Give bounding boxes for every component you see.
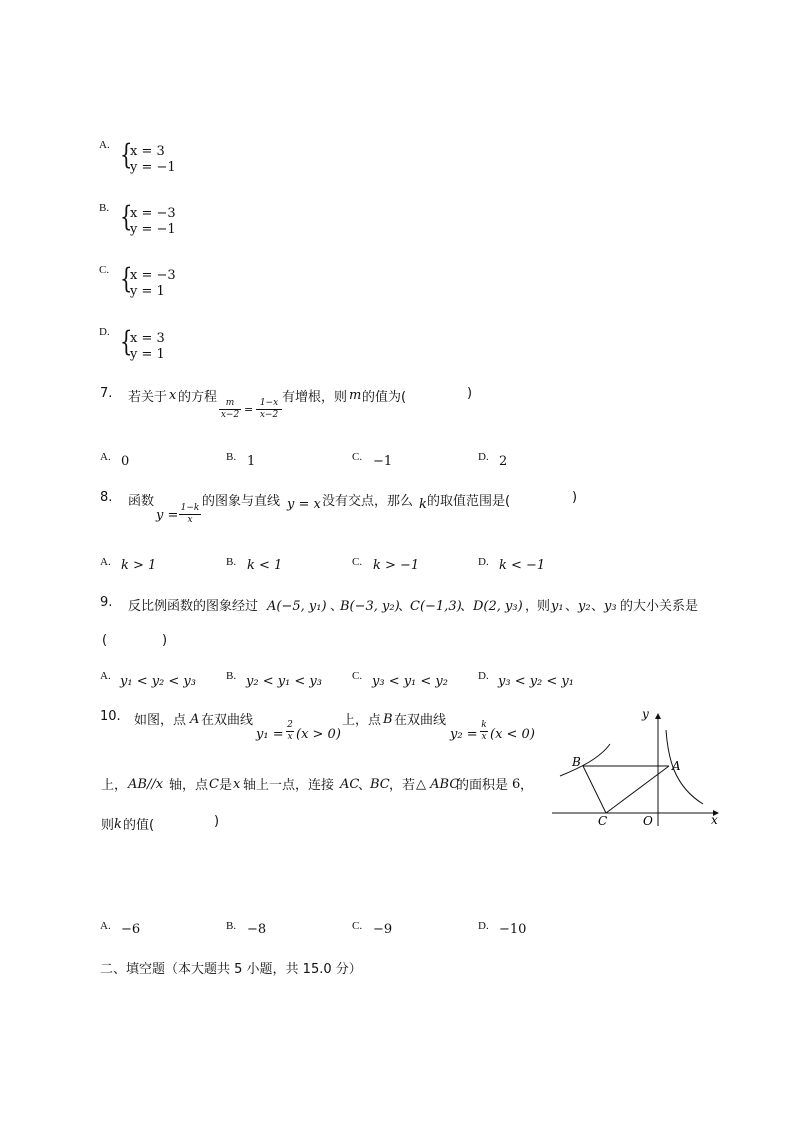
hyperbola-figure bbox=[548, 700, 728, 830]
fraction: 2 x bbox=[287, 720, 293, 742]
option-label: C. bbox=[99, 264, 110, 276]
point-b-label: B bbox=[572, 755, 581, 769]
segment-ac bbox=[606, 766, 669, 813]
point-a-label: A bbox=[672, 759, 681, 773]
equation-line: x = 3 bbox=[130, 331, 165, 346]
option-label: D. bbox=[99, 326, 110, 338]
section-heading: 二、填空题（本大题共 5 小题，共 15.0 分） bbox=[100, 962, 362, 977]
fraction: m x−2 bbox=[220, 398, 240, 420]
point-c-label: C bbox=[598, 814, 608, 828]
fraction: k x bbox=[481, 720, 487, 742]
fraction: 1−k x bbox=[180, 503, 200, 525]
question-number: 8. bbox=[100, 490, 113, 505]
fraction: 1−x x−2 bbox=[256, 398, 282, 421]
segment-bc bbox=[583, 766, 606, 813]
equation-line: x = −3 bbox=[130, 268, 176, 283]
equation-line: x = −3 bbox=[130, 206, 176, 221]
equation-line: y = −1 bbox=[130, 160, 176, 175]
equation-line: x = 3 bbox=[130, 144, 165, 159]
question-number: 10. bbox=[100, 709, 121, 724]
equation-line: y = 1 bbox=[130, 284, 165, 299]
equation-line: y = 1 bbox=[130, 347, 165, 362]
question-number: 9. bbox=[100, 595, 113, 610]
equation-line: y = −1 bbox=[130, 222, 176, 237]
option-label: A. bbox=[99, 139, 110, 151]
question-number: 7. bbox=[100, 386, 113, 401]
option-label: B. bbox=[99, 202, 110, 214]
y-label: y bbox=[642, 707, 649, 721]
x-label: x bbox=[711, 813, 718, 827]
origin-label: O bbox=[643, 814, 653, 828]
